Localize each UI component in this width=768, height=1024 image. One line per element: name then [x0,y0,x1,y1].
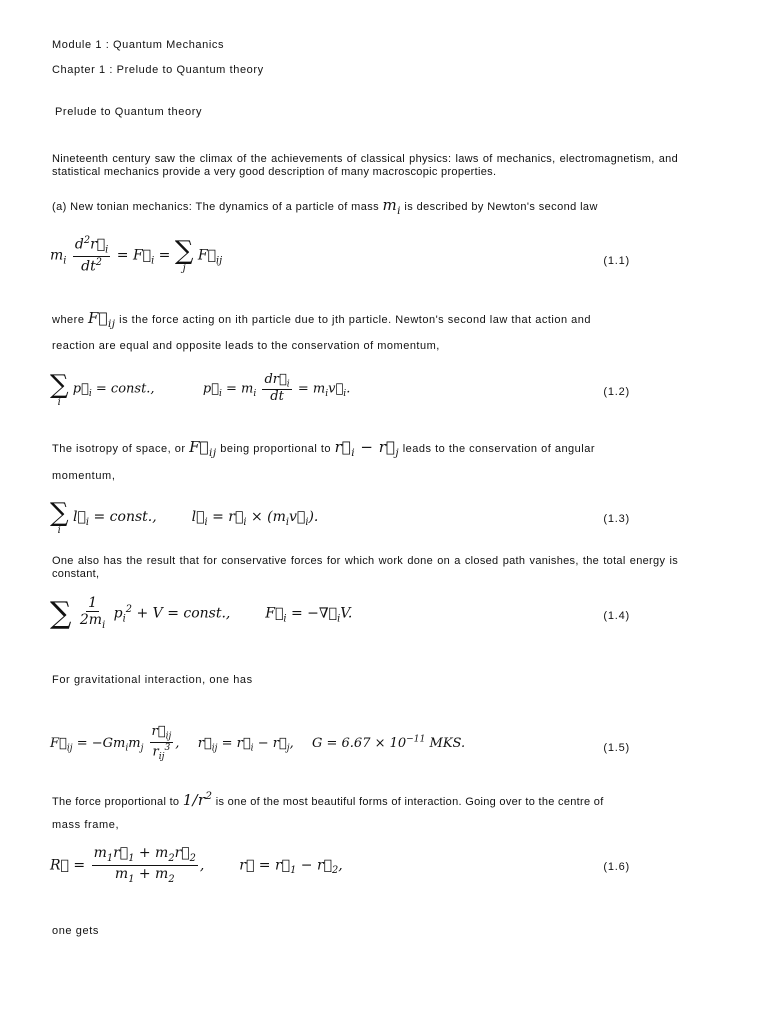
position-difference: $r⃗_i$ − $r⃗_j$ [334,438,400,459]
equation-1-4-formula: ∑ $\frac{1}{2m_i}$ $p_i^2 + V$ = const., $F⃗_i$ = $-\nabla⃗_iV$. [50,595,353,632]
reaction-line: reaction are equal and opposite leads to the conservation of momentum, [52,340,440,352]
force-proportional-suffix: is one of the most beautiful forms of interaction. Going over to the centre of [215,796,604,808]
isotropy-line [52,438,595,459]
mass-frame-line: mass frame, [52,819,120,831]
newtonian-suffix: is described by Newton's second law [404,201,598,213]
where-line [52,309,591,330]
equation-number-1-2: (1.2) [603,386,630,398]
isotropy-part-3: leads to the conservation of angular [402,443,596,455]
intro-paragraph: Nineteenth century saw the climax of the achievements of classical physics: laws of mechanics, electromagnetism, and statistical mechanics provide a very good description of many macroscopic properties. [52,153,678,178]
force-proportional-line [52,790,604,809]
where-suffix: is the force acting on ith particle due to jth particle. Newton's second law that action and [119,314,591,326]
inverse-square-symbol: $1/r^2$ [182,790,213,809]
where-prefix: where [52,314,85,326]
one-gets-line: one gets [52,925,100,937]
equation-number-1-5: (1.5) [603,742,630,754]
chapter-title: Chapter 1 : Prelude to Quantum theory [52,64,264,76]
equation-1-3-formula: ∑ i $l⃗_i$ = const., $l⃗_i$ = $r⃗_i$ × $(m_iv⃗_i)$. [50,498,319,536]
equation-1-6-formula: R⃗ = $\frac{m_1r⃗_1 + m_2r⃗_2}{m_1 + m_2}$ , r⃗ = $r⃗_1$ − $r⃗_2$, [50,845,343,885]
force-symbol-2: $F⃗_{ij}$ [189,438,217,459]
equation-number-1-3: (1.3) [603,513,630,525]
momentum-line: momentum, [52,470,116,482]
equation-number-1-6: (1.6) [603,861,630,873]
equation-1-5-formula: $F⃗_{ij} = -Gm_im_j$ $\frac{r⃗_{ij}}{r_{ij}^3}$ , $r⃗_{ij}$ = $r⃗_i$ − $r⃗_j$, $G = 6.67 \times 10^{-11}$ MKS. [50,724,466,762]
gravitational-line: For gravitational interaction, one has [52,674,253,686]
module-title: Module 1 : Quantum Mechanics [52,39,225,51]
mass-symbol: $m_i$ [382,196,401,217]
isotropy-part-1: The isotropy of space, or [52,443,186,455]
equation-number-1-4: (1.4) [603,610,630,622]
newtonian-prefix: (a) New tonian mechanics: The dynamics of a particle of mass [52,201,380,213]
newtonian-line [52,196,598,217]
isotropy-part-2: being proportional to [220,443,332,455]
equation-1-2-formula: ∑ i $p⃗_i$ = const., $p⃗_i = m_i$ $\frac{dr⃗_i}{dt}$ = $m_iv⃗_i$. [50,370,351,408]
force-proportional-prefix: The force proportional to [52,796,180,808]
equation-number-1-1: (1.1) [603,255,630,267]
force-symbol: $F⃗_{ij}$ [88,309,116,330]
section-title: Prelude to Quantum theory [55,106,203,118]
conservative-paragraph: One also has the result that for conservative forces for which work done on a closed path vanishes, the total energy is constant, [52,555,678,580]
equation-1-1-formula: $m_i$ $\frac{d^2r⃗_i}{dt^2}$ = $F⃗_i$ = ∑ j $F⃗_{ij}$ [50,235,223,275]
